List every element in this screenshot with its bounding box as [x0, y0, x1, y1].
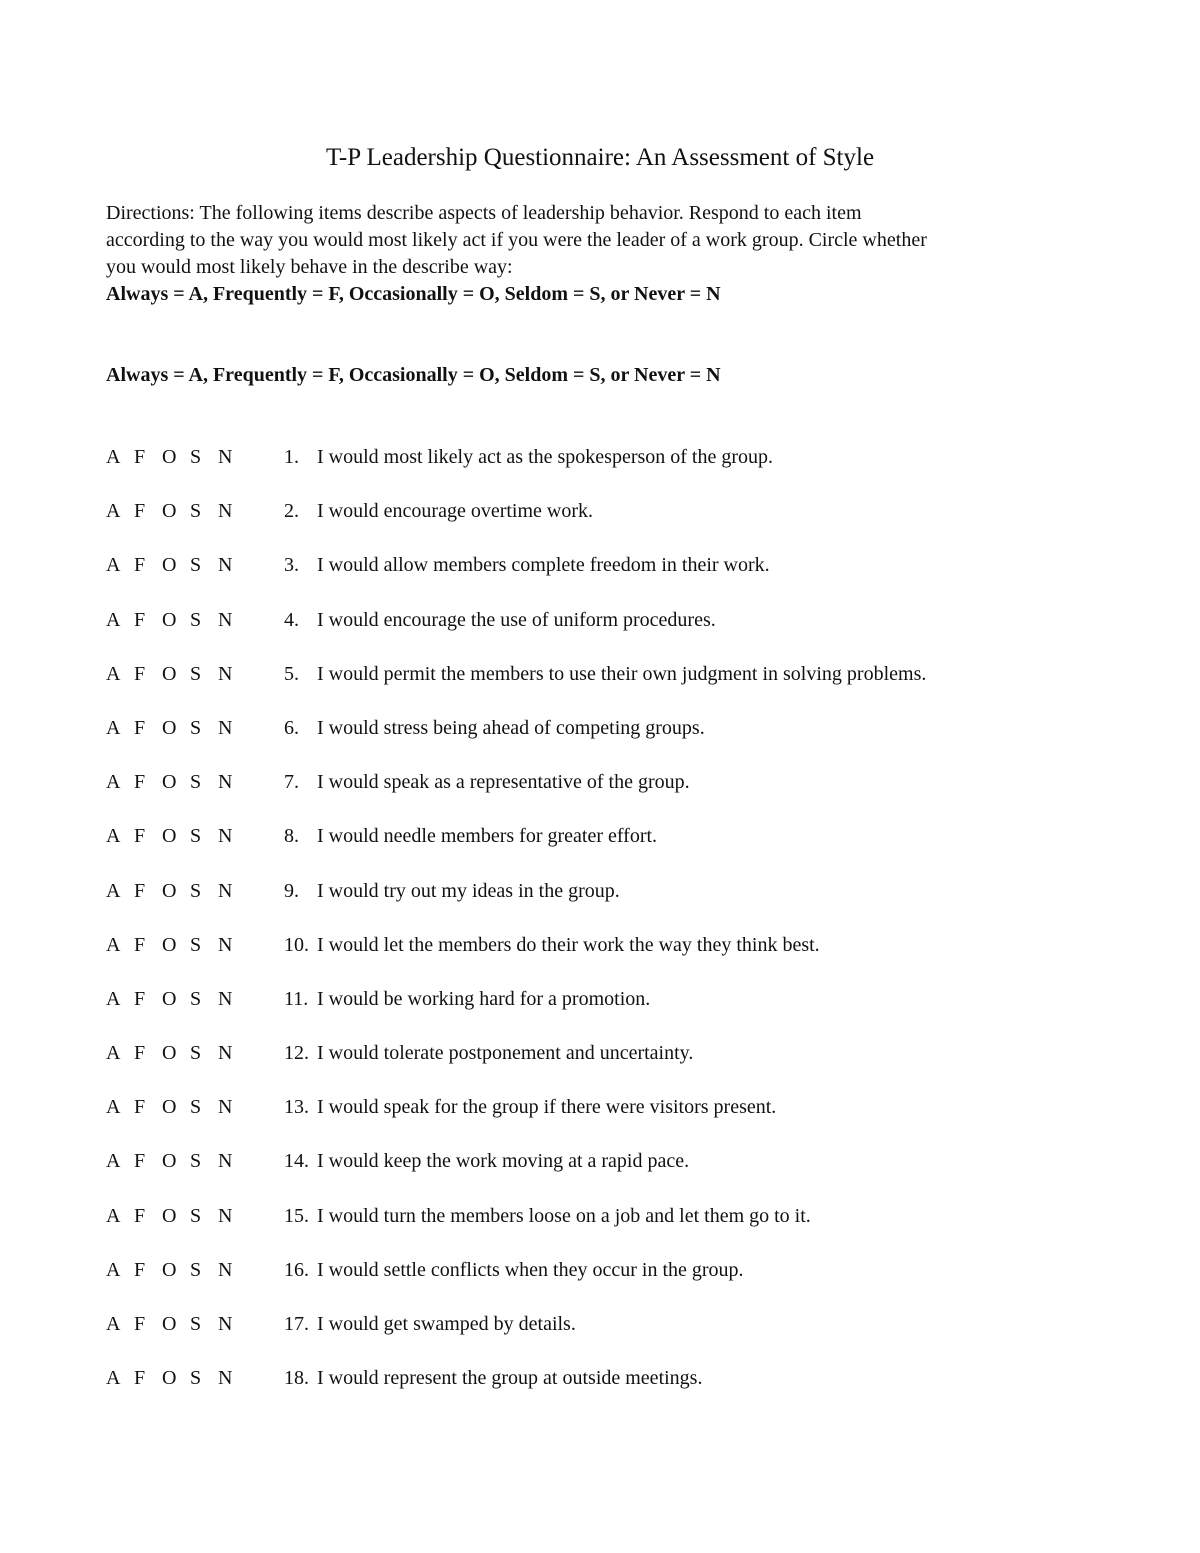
answer-choice-a[interactable]: A — [106, 1096, 121, 1119]
answer-choice-a[interactable]: A — [106, 554, 121, 577]
answer-choice-n[interactable]: N — [218, 1367, 233, 1390]
answer-choice-o[interactable]: O — [162, 879, 177, 902]
answer-choice-n[interactable]: N — [218, 446, 233, 468]
answer-choice-s[interactable]: S — [190, 1096, 202, 1119]
question-text: I would represent the group at outside meetings. — [317, 1367, 703, 1390]
question-row — [106, 1203, 1106, 1257]
question-number: 3. — [284, 554, 299, 577]
question-text: I would allow members complete freedom in their work. — [317, 554, 770, 577]
question-number: 5. — [284, 662, 299, 685]
answer-choice-s[interactable]: S — [190, 1150, 202, 1173]
answer-choice-o[interactable]: O — [162, 446, 177, 468]
answer-choice-a[interactable]: A — [106, 825, 121, 848]
answer-choices — [106, 1148, 246, 1175]
question-number: 14. — [284, 1150, 309, 1173]
question-text: I would keep the work moving at a rapid pace. — [317, 1150, 690, 1173]
question-number: 16. — [284, 1258, 309, 1281]
answer-choices — [106, 1257, 246, 1284]
answer-choice-o[interactable]: O — [162, 825, 177, 848]
question-text: I would be working hard for a promotion. — [317, 987, 651, 1010]
question-number: 6. — [284, 716, 299, 739]
question-number: 7. — [284, 771, 299, 794]
answer-choice-o[interactable]: O — [162, 1258, 177, 1281]
question-number: 12. — [284, 1042, 309, 1065]
answer-choice-a[interactable]: A — [106, 716, 121, 739]
question-number: 11. — [284, 987, 309, 1010]
answer-choices — [106, 1203, 246, 1230]
answer-choice-f[interactable]: F — [134, 1150, 146, 1173]
answer-choice-s[interactable]: S — [190, 771, 202, 794]
answer-choice-a[interactable]: A — [106, 987, 121, 1010]
question-row — [106, 769, 1106, 823]
answer-choice-s[interactable]: S — [190, 446, 202, 468]
answer-choice-s[interactable]: S — [190, 1042, 202, 1065]
answer-choice-a[interactable]: A — [106, 1258, 121, 1281]
answer-choice-a[interactable]: A — [106, 662, 121, 685]
question-row — [106, 1148, 1106, 1202]
directions — [106, 200, 1106, 308]
question-number: 17. — [284, 1313, 309, 1335]
question-text: I would settle conflicts when they occur in the group. — [317, 1258, 744, 1281]
answer-choices — [106, 498, 246, 525]
answer-choice-s[interactable]: S — [190, 554, 202, 577]
answer-choice-s[interactable]: S — [190, 500, 202, 523]
answer-choice-s[interactable]: S — [190, 933, 202, 956]
answer-choice-n[interactable]: N — [218, 1150, 233, 1173]
answer-choices — [106, 986, 246, 1013]
answer-choice-a[interactable]: A — [106, 1204, 121, 1227]
directions-line: according to the way you would most likely act if you were the leader of a work group. Circle whether — [106, 229, 927, 251]
answer-choice-o[interactable]: O — [162, 933, 177, 956]
question-text: I would tolerate postponement and uncertainty. — [317, 1042, 694, 1065]
answer-choice-n[interactable]: N — [218, 500, 233, 523]
question-row — [106, 444, 1106, 498]
answer-choice-a[interactable]: A — [106, 1367, 121, 1390]
question-number: 13. — [284, 1096, 309, 1119]
answer-choices — [106, 715, 246, 742]
question-number: 2. — [284, 500, 299, 523]
answer-choice-f[interactable]: F — [134, 987, 146, 1010]
answer-choice-o[interactable]: O — [162, 608, 177, 631]
answer-choice-n[interactable]: N — [218, 879, 233, 902]
answer-choice-s[interactable]: S — [190, 825, 202, 848]
question-text: I would speak as a representative of the group. — [317, 771, 690, 794]
answer-choices — [106, 1094, 246, 1121]
answer-choice-o[interactable]: O — [162, 1204, 177, 1227]
answer-choice-a[interactable]: A — [106, 933, 121, 956]
question-text: I would get swamped by details. — [317, 1313, 576, 1335]
response-legend-repeat: Always = A, Frequently = F, Occasionally = O, Seldom = S, or Never = N — [106, 364, 721, 386]
answer-choice-n[interactable]: N — [218, 608, 233, 631]
answer-choice-n[interactable]: N — [218, 1258, 233, 1281]
question-row — [106, 1094, 1106, 1148]
answer-choice-s[interactable]: S — [190, 879, 202, 902]
question-text: I would encourage overtime work. — [317, 500, 594, 523]
answer-choice-o[interactable]: O — [162, 500, 177, 523]
answer-choice-o[interactable]: O — [162, 1042, 177, 1065]
answer-choice-n[interactable]: N — [218, 1204, 233, 1227]
question-text: I would most likely act as the spokesperson of the group. — [317, 446, 774, 468]
question-row — [106, 498, 1106, 552]
answer-choice-a[interactable]: A — [106, 608, 121, 631]
answer-choice-f[interactable]: F — [134, 1313, 146, 1335]
answer-choice-o[interactable]: O — [162, 662, 177, 685]
question-text: I would needle members for greater effort. — [317, 825, 658, 848]
question-row — [106, 1257, 1106, 1311]
answer-choices — [106, 878, 246, 905]
answer-choice-a[interactable]: A — [106, 1313, 121, 1335]
question-row — [106, 986, 1106, 1040]
question-list — [106, 444, 1106, 1419]
answer-choices — [106, 769, 246, 796]
answer-choices — [106, 444, 246, 471]
question-row — [106, 715, 1106, 769]
answer-choice-f[interactable]: F — [134, 500, 146, 523]
answer-choice-f[interactable]: F — [134, 662, 146, 685]
answer-choice-n[interactable]: N — [218, 1096, 233, 1119]
answer-choice-f[interactable]: F — [134, 446, 146, 468]
answer-choice-n[interactable]: N — [218, 771, 233, 794]
question-text: I would stress being ahead of competing groups. — [317, 716, 705, 739]
answer-choice-a[interactable]: A — [106, 500, 121, 523]
answer-choice-o[interactable]: O — [162, 1096, 177, 1119]
question-number: 15. — [284, 1204, 309, 1227]
question-row — [106, 932, 1106, 986]
answer-choice-a[interactable]: A — [106, 879, 121, 902]
question-text: I would encourage the use of uniform procedures. — [317, 608, 716, 631]
question-row — [106, 607, 1106, 661]
answer-choice-o[interactable]: O — [162, 554, 177, 577]
answer-choice-f[interactable]: F — [134, 1367, 146, 1390]
answer-choice-s[interactable]: S — [190, 716, 202, 739]
answer-choice-a[interactable]: A — [106, 1150, 121, 1173]
answer-choice-n[interactable]: N — [218, 554, 233, 577]
answer-choice-o[interactable]: O — [162, 771, 177, 794]
answer-choice-f[interactable]: F — [134, 825, 146, 848]
answer-choices — [106, 1040, 246, 1067]
answer-choice-f[interactable]: F — [134, 771, 146, 794]
directions-line: Directions: The following items describe aspects of leadership behavior. Respond to each item — [106, 202, 862, 224]
answer-choice-f[interactable]: F — [134, 1258, 146, 1281]
answer-choice-s[interactable]: S — [190, 662, 202, 685]
answer-choice-n[interactable]: N — [218, 1042, 233, 1065]
answer-choices — [106, 932, 246, 959]
answer-choices — [106, 1311, 246, 1338]
answer-choice-f[interactable]: F — [134, 879, 146, 902]
question-row — [106, 1040, 1106, 1094]
answer-choice-a[interactable]: A — [106, 446, 121, 468]
answer-choice-s[interactable]: S — [190, 1313, 202, 1335]
answer-choice-o[interactable]: O — [162, 1367, 177, 1390]
page-title: T-P Leadership Questionnaire: An Assessment of Style — [325, 144, 875, 171]
answer-choice-n[interactable]: N — [218, 1313, 233, 1335]
answer-choice-f[interactable]: F — [134, 1204, 146, 1227]
response-legend: Always = A, Frequently = F, Occasionally = O, Seldom = S, or Never = N — [106, 283, 721, 305]
question-row — [106, 823, 1106, 877]
answer-choice-f[interactable]: F — [134, 1042, 146, 1065]
question-text: I would permit the members to use their own judgment in solving problems. — [317, 662, 927, 685]
answer-choice-f[interactable]: F — [134, 1096, 146, 1119]
answer-choice-n[interactable]: N — [218, 716, 233, 739]
question-text: I would let the members do their work the way they think best. — [317, 933, 820, 956]
question-row — [106, 878, 1106, 932]
question-number: 1. — [284, 446, 299, 468]
question-row — [106, 1311, 1106, 1365]
answer-choice-n[interactable]: N — [218, 933, 233, 956]
question-row — [106, 1365, 1106, 1419]
question-text: I would try out my ideas in the group. — [317, 879, 620, 902]
directions-line: you would most likely behave in the describe way: — [106, 256, 513, 278]
answer-choice-o[interactable]: O — [162, 987, 177, 1010]
answer-choice-f[interactable]: F — [134, 554, 146, 577]
answer-choice-n[interactable]: N — [218, 987, 233, 1010]
question-number: 10. — [284, 933, 309, 956]
answer-choice-a[interactable]: A — [106, 771, 121, 794]
question-number: 18. — [284, 1367, 309, 1390]
answer-choice-f[interactable]: F — [134, 716, 146, 739]
question-number: 8. — [284, 825, 299, 848]
question-row — [106, 661, 1106, 715]
answer-choice-s[interactable]: S — [190, 987, 202, 1010]
answer-choice-o[interactable]: O — [162, 1313, 177, 1335]
answer-choice-s[interactable]: S — [190, 1204, 202, 1227]
question-text: I would turn the members loose on a job and let them go to it. — [317, 1204, 811, 1227]
answer-choices — [106, 552, 246, 579]
answer-choices — [106, 1365, 246, 1392]
question-row — [106, 552, 1106, 606]
answer-choice-f[interactable]: F — [134, 933, 146, 956]
answer-choice-s[interactable]: S — [190, 1367, 202, 1390]
question-number: 9. — [284, 879, 299, 902]
answer-choice-s[interactable]: S — [190, 608, 202, 631]
answer-choice-n[interactable]: N — [218, 662, 233, 685]
answer-choice-n[interactable]: N — [218, 825, 233, 848]
answer-choice-a[interactable]: A — [106, 1042, 121, 1065]
answer-choice-o[interactable]: O — [162, 1150, 177, 1173]
answer-choice-o[interactable]: O — [162, 716, 177, 739]
answer-choices — [106, 661, 246, 688]
answer-choice-s[interactable]: S — [190, 1258, 202, 1281]
answer-choice-f[interactable]: F — [134, 608, 146, 631]
question-text: I would speak for the group if there were visitors present. — [317, 1096, 777, 1119]
answer-choices — [106, 607, 246, 634]
answer-choices — [106, 823, 246, 850]
question-number: 4. — [284, 608, 299, 631]
